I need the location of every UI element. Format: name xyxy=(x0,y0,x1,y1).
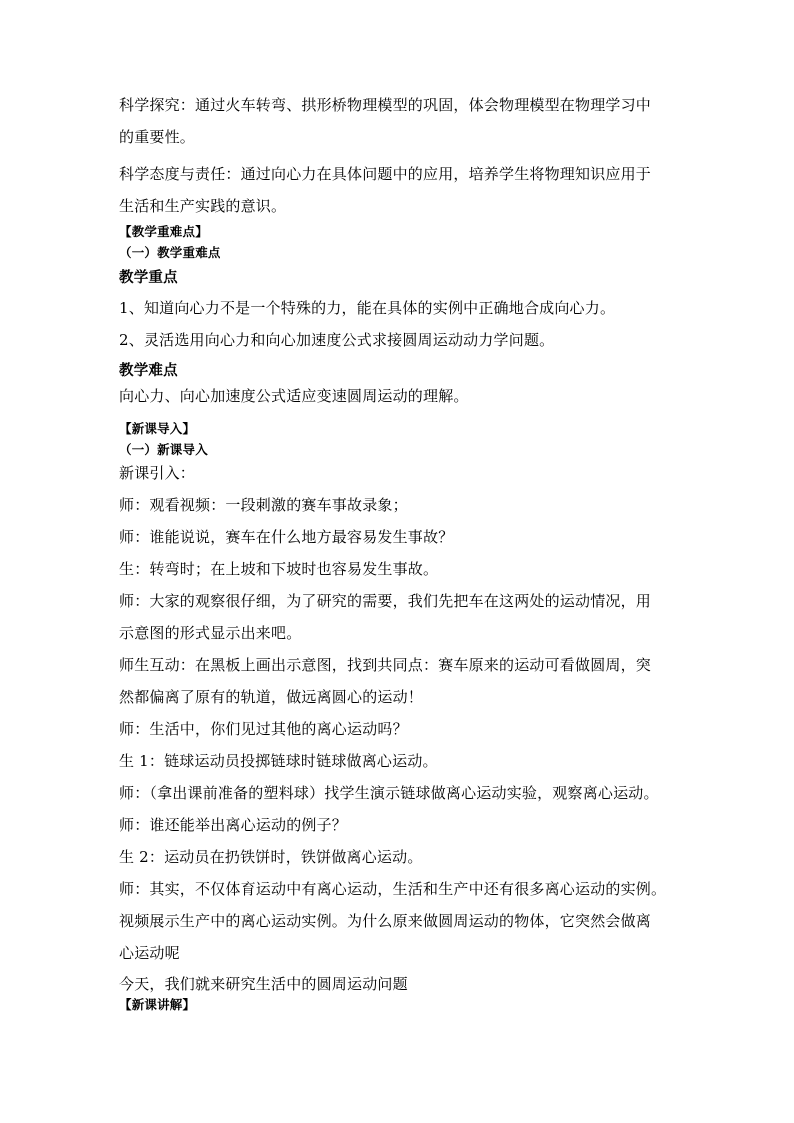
dialogue-line: 师：谁还能举出离心运动的例子？ xyxy=(119,816,348,834)
paragraph-science-inquiry-line-2: 的重要性。 xyxy=(119,128,196,146)
dialogue-line: 师：生活中，你们见过其他的离心运动吗？ xyxy=(119,720,408,738)
section-heading-new-lesson-explain: 【新课讲解】 xyxy=(119,997,196,1012)
paragraph-attitude-line-2: 生活和生产实践的意识。 xyxy=(119,197,287,215)
intro-label: 新课引入： xyxy=(119,464,196,482)
dialogue-line: 师：其实，不仅体育运动中有离心运动，生活和生产中还有很多离心运动的实例。 xyxy=(119,880,667,898)
subsection-heading-key-difficult: （一）教学重难点 xyxy=(119,245,221,260)
paragraph-science-inquiry-line-1: 科学探究：通过火车转弯、拱形桥物理模型的巩固，体会物理模型在物理学习中 xyxy=(119,96,652,114)
dialogue-line: 师：谁能说说，赛车在什么地方最容易发生事故？ xyxy=(119,528,454,546)
section-heading-key-difficult: 【教学重难点】 xyxy=(119,224,208,239)
heading-teaching-difficulty: 教学难点 xyxy=(119,362,178,379)
section-heading-new-lesson-intro: 【新课导入】 xyxy=(119,421,196,436)
focus-item-1: 1、知道向心力不是一个特殊的力，能在具体的实例中正确地合成向心力。 xyxy=(119,299,616,317)
dialogue-line: 师生互动：在黑板上画出示意图，找到共同点：赛车原来的运动可看做圆周，突 xyxy=(119,656,652,674)
dialogue-line: 然都偏离了原有的轨道，做远离圆心的运动！ xyxy=(119,688,424,706)
dialogue-line: 心运动呢 xyxy=(119,944,180,962)
dialogue-line: 师：（拿出课前准备的塑料球）找学生演示链球做离心运动实验，观察离心运动。 xyxy=(119,784,659,802)
difficulty-item: 向心力、向心加速度公式适应变速圆周运动的理解。 xyxy=(119,387,469,405)
heading-teaching-focus: 教学重点 xyxy=(119,269,178,286)
dialogue-line: 生 1：链球运动员投掷链球时链球做离心运动。 xyxy=(119,752,438,770)
paragraph-attitude-line-1: 科学态度与责任：通过向心力在具体问题中的应用，培养学生将物理知识应用于 xyxy=(119,165,652,183)
subsection-heading-new-lesson-intro: （一）新课导入 xyxy=(119,442,208,457)
focus-item-2: 2、灵活选用向心力和向心加速度公式求接圆周运动动力学问题。 xyxy=(119,331,555,349)
dialogue-line: 示意图的形式显示出来吧。 xyxy=(119,624,302,642)
dialogue-line: 生：转弯时；在上坡和下坡时也容易发生事故。 xyxy=(119,560,439,578)
dialogue-line: 今天，我们就来研究生活中的圆周运动问题 xyxy=(119,975,408,993)
dialogue-line: 师：观看视频：一段刺激的赛车事故录象； xyxy=(119,496,408,514)
dialogue-line: 师：大家的观察很仔细，为了研究的需要，我们先把车在这两处的运动情况，用 xyxy=(119,592,652,610)
dialogue-line: 生 2：运动员在扔铁饼时，铁饼做离心运动。 xyxy=(119,848,423,866)
dialogue-line: 视频展示生产中的离心运动实例。为什么原来做圆周运动的物体，它突然会做离 xyxy=(119,912,652,930)
